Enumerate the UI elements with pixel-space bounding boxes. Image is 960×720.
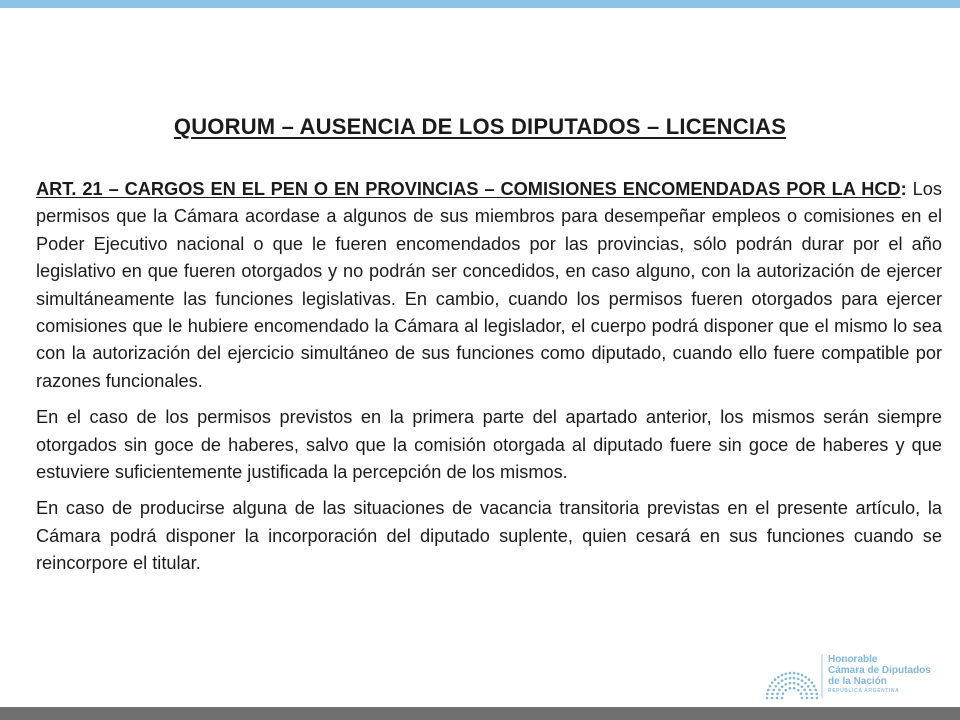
article-separator: : <box>900 179 907 199</box>
slide-title: QUORUM – AUSENCIA DE LOS DIPUTADOS – LICENCIAS <box>173 114 787 139</box>
bottom-footer-bar <box>0 707 960 720</box>
logo-line-2: Cámara de Diputados <box>828 665 931 676</box>
logo-line-1: Honorable <box>828 654 878 665</box>
article-heading: ART. 21 – CARGOS EN EL PEN O EN PROVINCIAS – COMISIONES ENCOMENDADAS POR LA HCD <box>36 179 901 199</box>
logo-text <box>828 654 931 695</box>
slide-content <box>36 176 942 587</box>
article-paragraph <box>36 176 942 395</box>
paragraph-2: En el caso de los permisos previstos en la primera parte del apartado anterior, los mismos serán siempre otorgados sin goce de haberes, salvo que la comisión otorgada al diputado fuere sin goce de haberes y que estuviere suficientemente justificada la percepción de los mismos. <box>36 407 942 483</box>
top-accent-bar <box>0 0 960 8</box>
article-body: Los permisos que la Cámara acordase a algunos de sus miembros para desempeñar empleos o comisiones en el Poder Ejecutivo nacional o que le fueren encomendados por las provincias, sólo podrán durar por el año legislativo en que fueren otorgados y no podrán ser concedidos, en caso alguno, con la autorización de ejercer simultáneamente las funciones legislativas. En cambio, cuando los permisos fueren otorgados para ejercer comisiones que le hubiere encomendado la Cámara al legislador, el cuerpo podrá disponer que el mismo lo sea con la autorización del ejercicio simultáneo de sus funciones como diputado, cuando ello fuere compatible por razones funcionales. <box>36 179 942 391</box>
logo-line-4: REPÚBLICA ARGENTINA <box>828 688 900 694</box>
paragraph-3: En caso de producirse alguna de las situaciones de vacancia transitoria previstas en el presente artículo, la Cámara podrá disponer la incorporación del diputado suplente, quien cesará en sus funciones cuando se reincorpore el titular. <box>36 498 942 574</box>
hcdn-logo <box>762 652 932 700</box>
logo-line-3: de la Nación <box>828 676 887 687</box>
chamber-emblem-icon <box>762 652 824 700</box>
